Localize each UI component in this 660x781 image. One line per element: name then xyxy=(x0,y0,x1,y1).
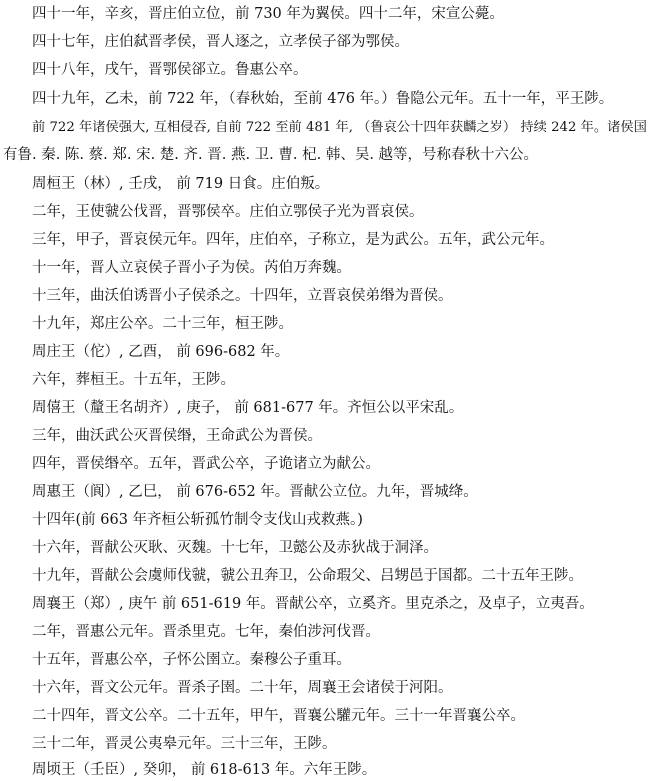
text-line: 十六年，晋文公元年。晋杀子圉。二十年，周襄王会诸侯于河阳。 xyxy=(32,680,453,696)
text-line: 十九年，晋献公会虞师伐虢，虢公丑奔卫，公命瑕父、吕甥邑于国都。二十五年王陟。 xyxy=(32,568,583,584)
text-line: 有鲁. 秦. 陈. 蔡. 郑. 宋. 楚. 齐. 晋. 燕. 卫. 曹. 杞. 韩、吴. 越等，号称春秋十六公。 xyxy=(3,147,539,163)
text-line: 十六年，晋献公灭耿、灭魏。十七年，卫懿公及赤狄战于洞泽。 xyxy=(32,540,438,556)
text-line: 周僖王（釐王名胡齐）, 庚子， 前 681-677 年。齐恒公以平宋乱。 xyxy=(32,400,464,416)
text-line: 十一年，晋人立哀侯子晋小子为侯。芮伯万奔魏。 xyxy=(32,260,351,276)
text-line: 十三年，曲沃伯诱晋小子侯杀之。十四年，立晋哀侯弟缗为晋侯。 xyxy=(32,288,453,304)
text-line: 十四年(前 663 年齐桓公斩孤竹制令支伐山戎救燕。) xyxy=(32,512,363,528)
text-line: 三年，曲沃武公灭晋侯缗，王命武公为晋侯。 xyxy=(32,428,322,444)
text-line: 周庄王（佗）, 乙酉， 前 696-682 年。 xyxy=(32,344,290,360)
text-line: 四十九年，乙未，前 722 年，（春秋始，至前 476 年。）鲁隐公元年。五十一年，平王陟。 xyxy=(32,91,614,107)
text-line: 四十八年，戌午，晋鄂侯郤立。鲁惠公卒。 xyxy=(32,62,308,78)
text-line: 二年，晋惠公元年。晋杀里克。七年，秦伯涉河伐晋。 xyxy=(32,624,380,640)
text-line: 四年，晋侯缗卒。五年，晋武公卒，子诡诸立为献公。 xyxy=(32,456,380,472)
text-line: 十九年，郑庄公卒。二十三年，桓王陟。 xyxy=(32,316,293,332)
text-line: 三年，甲子，晋哀侯元年。四年，庄伯卒，子称立，是为武公。五年，武公元年。 xyxy=(32,232,554,248)
text-line: 四十一年，辛亥，晋庄伯立位，前 730 年为翼侯。四十二年，宋宣公薨。 xyxy=(32,6,504,22)
text-line: 前 722 年诸侯强大, 互相侵吞, 自前 722 至前 481 年, （鲁哀公十四年获麟之岁） 持续 242 年。诸侯国 xyxy=(32,120,647,135)
text-line: 十五年，晋惠公卒，子怀公圉立。秦穆公子重耳。 xyxy=(32,652,351,668)
text-line: 三十二年，晋灵公夷皋元年。三十三年，王陟。 xyxy=(32,736,337,752)
text-line: 周顷王（壬臣）, 癸卯， 前 618-613 年。六年王陟。 xyxy=(32,762,377,778)
text-line: 二十四年，晋文公卒。二十五年，甲午，晋襄公驩元年。三十一年晋襄公卒。 xyxy=(32,708,525,724)
text-line: 周襄王（郑）, 庚午 前 651-619 年。晋献公卒，立奚齐。里克杀之，及卓子，立夷吾。 xyxy=(32,596,594,612)
text-line: 四十七年，庄伯弑晋孝侯，晋人逐之，立孝侯子郤为鄂侯。 xyxy=(32,34,409,50)
text-line: 六年，葬桓王。十五年，王陟。 xyxy=(32,372,235,388)
text-line: 周惠王（阆）, 乙巳， 前 676-652 年。晋献公立位。九年，晋城绛。 xyxy=(32,484,478,500)
text-line: 二年，王使虢公伐晋，晋鄂侯卒。庄伯立鄂侯子光为晋哀侯。 xyxy=(32,204,424,220)
text-line: 周桓王（林）, 壬戌， 前 719 日食。庄伯叛。 xyxy=(32,176,330,192)
